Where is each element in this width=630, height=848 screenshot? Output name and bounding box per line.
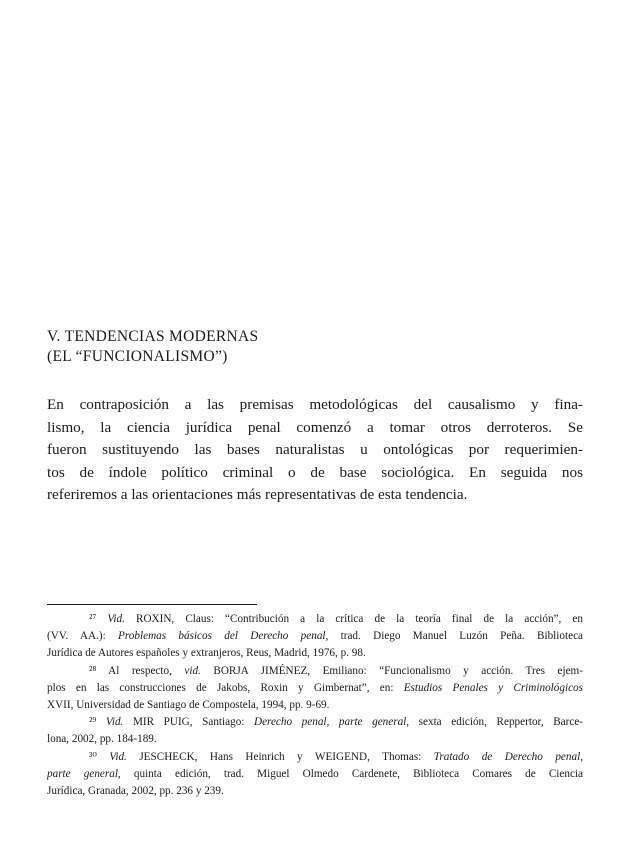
footnotes — [47, 611, 583, 800]
body-line: referiremos a las orientaciones más representativas de esta tendencia. — [47, 486, 468, 503]
section-heading — [47, 327, 587, 367]
footnote-line: Jurídica, Granada, 2002, pp. 236 y 239. — [47, 785, 224, 798]
footnote-line: lona, 2002, pp. 184-189. — [47, 733, 157, 746]
section-heading-line2: (EL “FUNCIONALISMO”) — [47, 348, 228, 365]
footnote-line: plos en las construcciones de Jakobs, Roxin y Gimbernat”, en: Estudios Penales y Criminológicos — [47, 681, 583, 694]
footnote-line: ²⁹ Vid. MIR PUIG, Santiago: Derecho penal, parte general, sexta edición, Reppertor, Barce- — [89, 716, 584, 729]
footnote-line: ³⁰ Vid. JESCHECK, Hans Heinrich y WEIGEND, Thomas: Tratado de Derecho penal, — [89, 750, 583, 763]
body-line: tos de índole político criminal o de base sociológica. En seguida nos — [47, 463, 583, 481]
footnote-line: parte general, quinta edición, trad. Miguel Olmedo Cardenete, Biblioteca Comares de Ciencia — [47, 767, 583, 780]
body-paragraph — [47, 394, 583, 507]
section-heading-line1: V. TENDENCIAS MODERNAS — [47, 328, 259, 345]
body-line: fueron sustituyendo las bases naturalistas u ontológicas por requerimien- — [47, 441, 583, 458]
footnote-line: ²⁸ Al respecto, vid. BORJA JIMÉNEZ, Emiliano: “Funcionalismo y acción. Tres ejem- — [89, 664, 583, 677]
body-line: lismo, la ciencia jurídica penal comenzó a tomar otros derroteros. Se — [47, 418, 583, 436]
footnote-line: Jurídica de Autores españoles y extranjeros, Reus, Madrid, 1976, p. 98. — [47, 647, 366, 660]
body-line: En contraposición a las premisas metodológicas del causalismo y fina- — [47, 396, 583, 413]
footnote-line: ²⁷ Vid. ROXIN, Claus: “Contribución a la crítica de la teoría final de la acción”, en — [89, 613, 583, 625]
footnote-separator — [47, 604, 257, 605]
footnote-line: (VV. AA.): Problemas básicos del Derecho penal, trad. Diego Manuel Luzón Peña. Biblioteca — [47, 630, 583, 643]
footnote-line: XVII, Universidad de Santiago de Compostela, 1994, pp. 9-69. — [47, 699, 330, 712]
